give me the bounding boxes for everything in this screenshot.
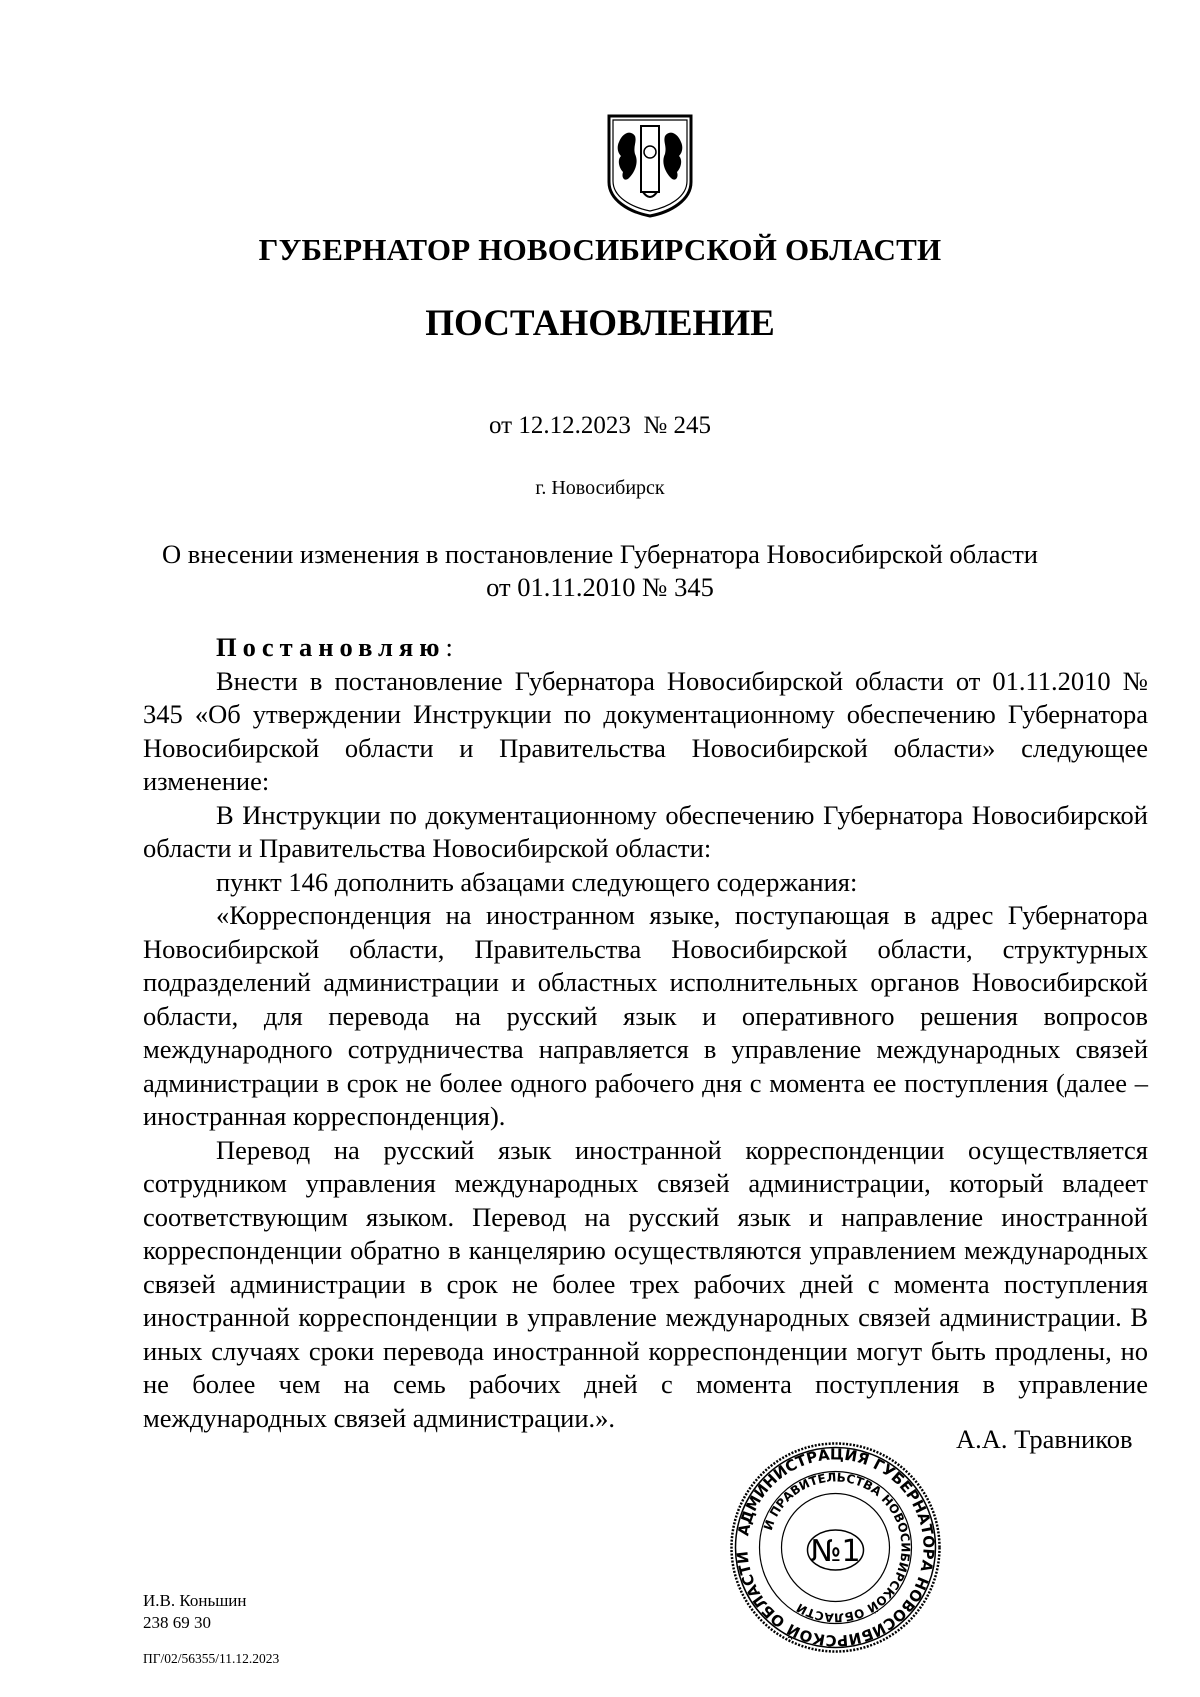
official-seal-stamp	[728, 1440, 943, 1655]
issuer-title: ГУБЕРНАТОР НОВОСИБИРСКОЙ ОБЛАСТИ	[258, 232, 942, 267]
document-city: г. Новосибирск	[535, 477, 665, 499]
resolution-lead: Постановляю:	[216, 632, 453, 662]
subject-line-2: от 01.11.2010 № 345	[486, 572, 714, 602]
body-paragraph: Внести в постановление Губернатора Новосибирской области от 01.11.2010 № 345 «Об утверждении Инструкции по документационному обеспечению Губернатора Новосибирской области и Правительства Новосибирской области» следующее изменение:	[143, 665, 1148, 796]
document-date-number: от 12.12.2023 № 245	[489, 412, 711, 439]
body-paragraph: пункт 146 дополнить абзацами следующего содержания:	[216, 866, 858, 897]
body-paragraph: Перевод на русский язык иностранной корреспонденции осуществляется сотрудником управления международных связей администрации, который владеет соответствующим языком. Перевод на русский язык и направление иностранной корреспонденции обратно в канцелярию осуществляются управлением международных связей администрации в срок не более трех рабочих дней с момента поступления иностранной корреспонденции в управление международных связей администрации. В иных случаях сроки перевода иностранной корреспонденции могут быть продлены, но не более чем на семь рабочих дней с момента поступления в управление международных связей администрации.».	[143, 1134, 1148, 1433]
seal-number: №1	[810, 1534, 861, 1569]
body-paragraph: «Корреспонденция на иностранном языке, поступающая в адрес Губернатора Новосибирской области, Правительства Новосибирской области, структурных подразделений администрации и областных исполнительных органов Новосибирской области, для перевода на русский язык и оперативного решения вопросов международного сотрудничества направляется в управление международных связей администрации в срок не более одного рабочего дня с момента ее поступления (далее – иностранная корреспонденция).	[143, 900, 1148, 1131]
seal-inner-text: И ПРАВИТЕЛЬСТВА НОВОСИБИРСКОЙ ОБЛАСТИ	[760, 1470, 913, 1625]
executor-phone: 238 69 30	[143, 1613, 211, 1632]
registration-number: ПГ/02/56355/11.12.2023	[143, 1651, 280, 1666]
document-subject	[0, 538, 1200, 604]
document-body	[143, 631, 1148, 1435]
signer-name: А.А. Травников	[956, 1424, 1133, 1454]
body-paragraph: В Инструкции по документационному обеспечению Губернатора Новосибирской области и Правительства Новосибирской области:	[143, 799, 1148, 863]
executor-block	[143, 1590, 247, 1634]
coat-of-arms-emblem	[605, 112, 695, 218]
executor-name: И.В. Коньшин	[143, 1591, 247, 1610]
subject-line-1: О внесении изменения в постановление Губернатора Новосибирской области	[162, 539, 1038, 569]
document-type: ПОСТАНОВЛЕНИЕ	[425, 303, 775, 344]
seal-outer-text: АДМИНИСТРАЦИЯ ГУБЕРНАТОРА НОВОСИБИРСКОЙ ОБЛАСТИ	[733, 1445, 938, 1650]
